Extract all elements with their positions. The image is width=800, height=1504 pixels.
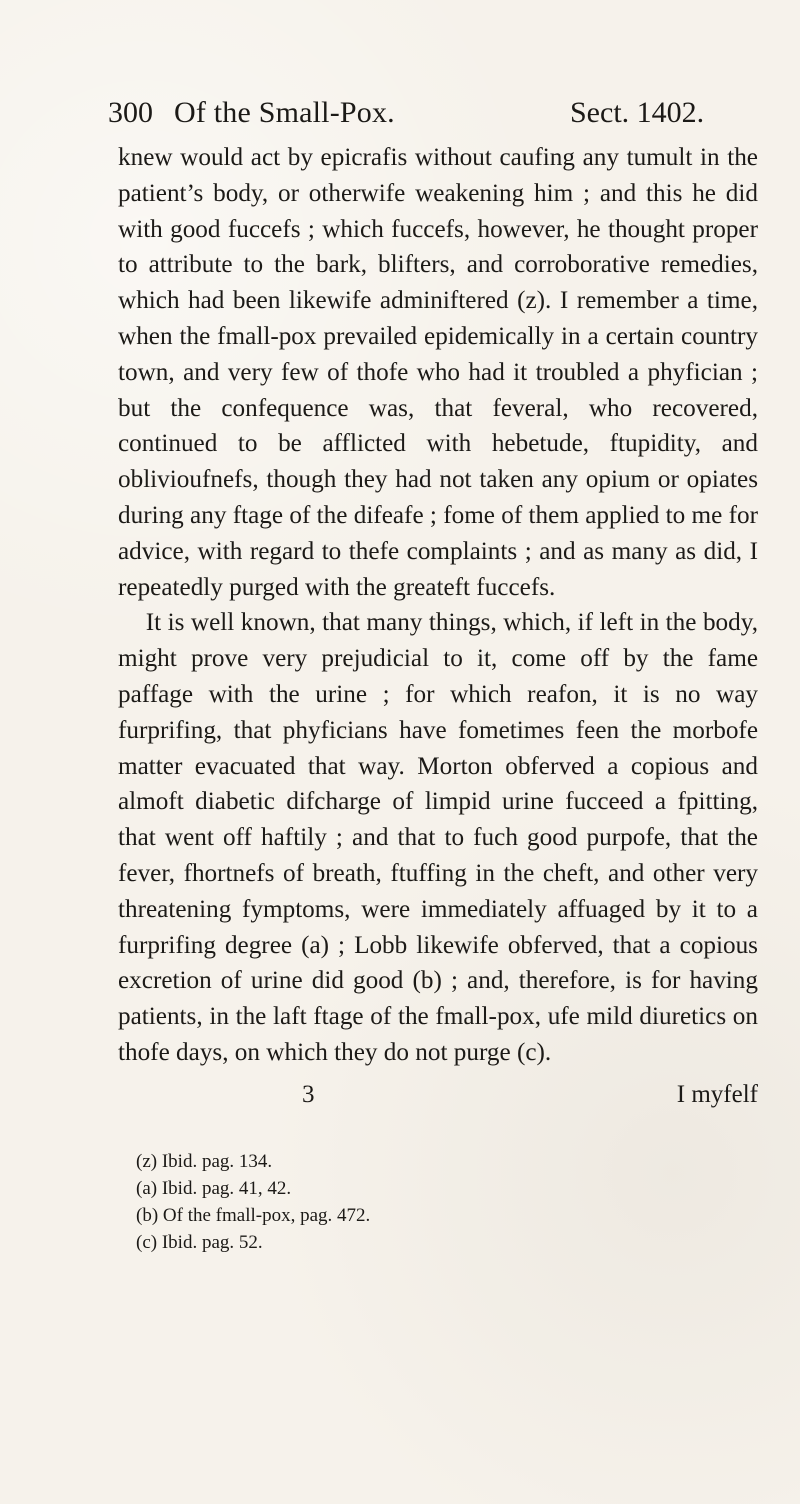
footnote-b: (b) Of the fmall-pox, pag. 472. [136, 1205, 371, 1226]
catchword: I myfelf [676, 1081, 758, 1108]
running-title: Of the Small-Pox. [174, 96, 395, 129]
page-number: 300 [108, 96, 153, 129]
catchline [118, 1076, 758, 1114]
paragraph-1: knew would act by epicrafis without caufing any tumult in the patient’s body, or otherwife weakening him ; and this he did with good fuccefs ; which fuccefs, however, he thought proper to attribute to the bark, blifters, and corroborative remedies, which had been likewife adminiftered (z). I remember a time, when the fmall-pox prevailed epidemically in a certain country town, and very few of thofe who had it troubled a phyfician ; but the confequence was, that feveral, who recovered, continued to be afflicted with hebetude, ftupidity, and oblivioufnefs, though they had not taken any opium or opiates during any ftage of the difeafe ; fome of them applied to me for advice, with regard to thefe complaints ; and as many as did, I repeatedly purged with the greateft fuccefs. [118, 144, 758, 601]
section-mark: Sect. 1402. [570, 96, 705, 129]
footnote-c: (c) Ibid. pag. 52. [136, 1232, 263, 1253]
footnote-a: (a) Ibid. pag. 41, 42. [136, 1178, 292, 1199]
paragraph-2: It is well known, that many things, which, if left in the body, might prove very prejudicial to it, come off by the fame paffage with the urine ; for which reafon, it is no way furprifing, that phyficians have fometimes feen the morbofe matter evacuated that way. Morton obferved a copious and almoft diabetic difcharge of limpid urine fucceed a fpitting, that went off haftily ; and that to fuch good purpofe, that the fever, fhortnefs of breath, ftuffing in the cheft, and other very threatening fymptoms, were immediately affuaged by it to a furprifing degree (a) ; Lobb likewife obferved, that a copious excretion of urine did good (b) ; and, therefore, is for having patients, in the laft ftage of the fmall-pox, ufe mild diuretics on thofe days, on which they do not purge (c). [118, 609, 758, 1066]
signature-mark: 3 [302, 1081, 315, 1108]
footnotes [136, 1148, 606, 1256]
main-text [118, 140, 758, 1071]
page-header [108, 88, 758, 138]
footnote-z: (z) Ibid. pag. 134. [136, 1151, 273, 1172]
